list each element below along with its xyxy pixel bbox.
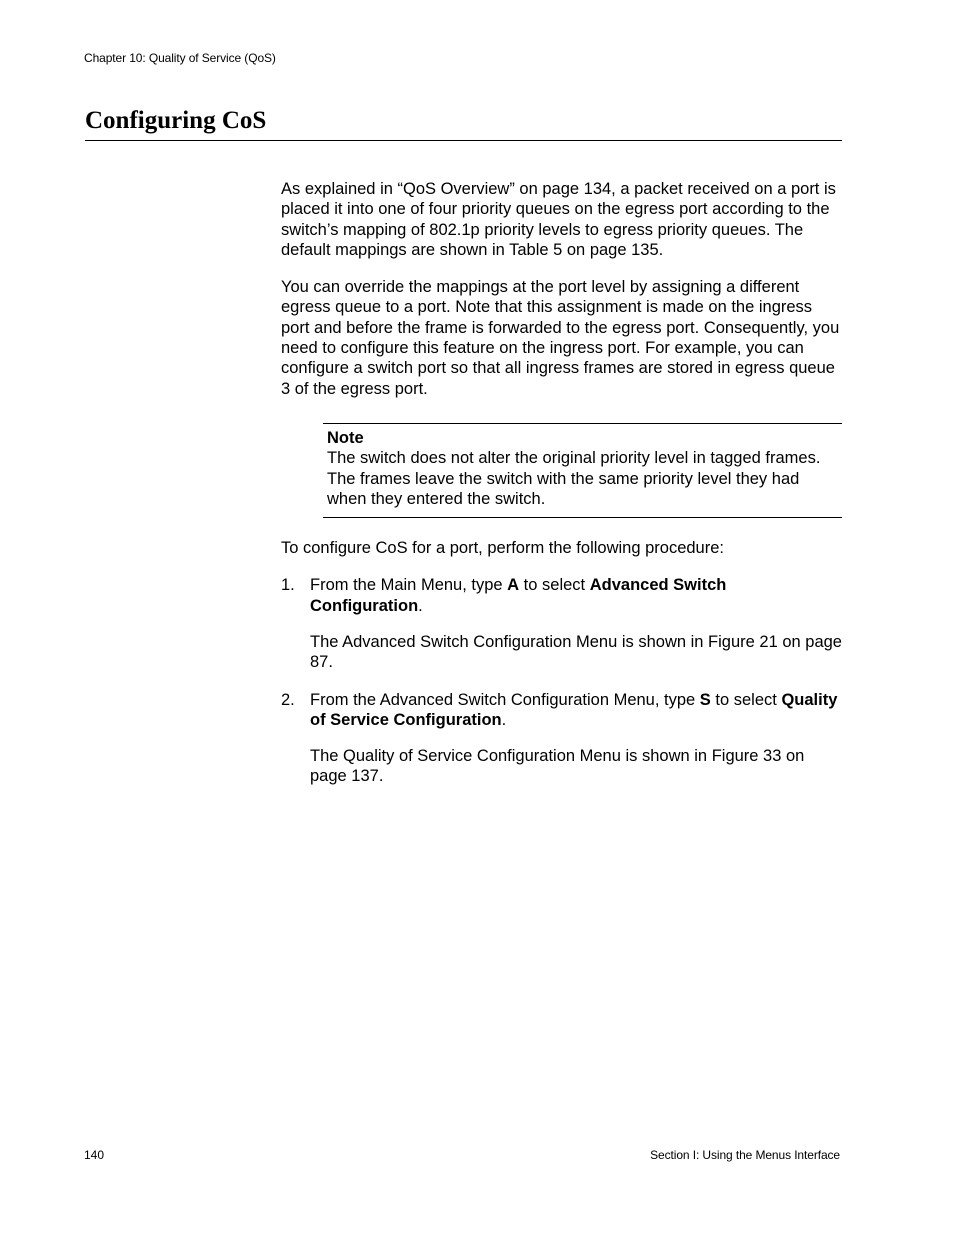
menu-key: S [699,690,711,709]
menu-target: Advanced Switch Configuration [310,576,727,615]
procedure-step-1 [281,575,843,616]
body-content [281,179,843,787]
page-number: 140 [84,1148,105,1162]
step-detail: The Quality of Service Configuration Menu is shown in Figure 33 on page 137. [310,747,805,786]
procedure-step-2 [281,690,843,731]
running-header: Chapter 10: Quality of Service (QoS) [84,51,276,65]
running-footer: Section I: Using the Menus Interface [650,1148,840,1162]
step-number: 1. [281,576,295,595]
step-detail: The Advanced Switch Configuration Menu is shown in Figure 21 on page 87. [310,632,842,672]
title-rule [85,140,842,141]
procedure-intro: To configure CoS for a port, perform the following procedure: [281,539,724,558]
note-box [323,423,842,518]
step-number: 2. [281,690,295,709]
menu-target: Quality of Service Configuration [310,690,838,729]
note-text: The switch does not alter the original priority level in tagged frames. The frames leave the switch with the same priority level they had when they entered the switch. [327,449,821,509]
step-instruction: From the Main Menu, type A to select Advanced Switch Configuration. [310,576,727,615]
paragraph-qos-overview: As explained in “QoS Overview” on page 134, a packet received on a port is placed it into one of four priority queues on the egress port according to the switch’s mapping of 802.1p priority levels to egress priority queues. The default mappings are shown in Table 5 on page 135. [281,180,836,259]
menu-key: A [507,576,520,595]
note-label: Note [327,428,364,447]
section-title: Configuring CoS [85,107,267,134]
step-instruction: From the Advanced Switch Configuration Menu, type S to select Quality of Service Configuration. [310,690,838,729]
paragraph-override-mappings: You can override the mappings at the port level by assigning a different egress queue to a port. Note that this assignment is made on the ingress port and before the frame is forwarded to the egress port. Consequently, you need to configure this feature on the ingress port. For example, you can configure a switch port so that all ingress frames are stored in egress queue 3 of the egress port. [281,278,840,398]
